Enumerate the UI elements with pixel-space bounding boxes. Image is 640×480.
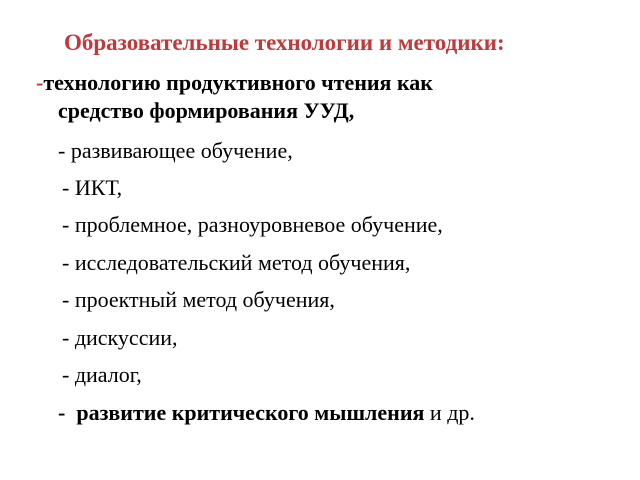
- list-dash: -: [36, 70, 44, 95]
- list-item-developmental: - развивающее обучение,: [58, 138, 293, 163]
- list-item-text: технологию продуктивного чтения как: [43, 70, 433, 95]
- list-item-critical-thinking: [58, 400, 475, 426]
- slide-title: Образовательные технологии и методики:: [64, 30, 505, 55]
- list-item-productive-reading: [36, 70, 433, 96]
- list-dash: -: [58, 400, 66, 425]
- list-item-research-method: - исследовательский метод обучения,: [62, 250, 411, 275]
- list-item-text-bold: развитие критического мышления: [76, 400, 425, 425]
- list-item-problem-based: - проблемное, разноуровневое обучение,: [62, 212, 443, 237]
- list-item-productive-reading-cont: средство формирования УУД,: [58, 98, 355, 123]
- list-item-dialogue: - диалог,: [62, 362, 142, 387]
- list-item-project-method: - проектный метод обучения,: [62, 287, 335, 312]
- list-item-ict: - ИКТ,: [62, 175, 123, 200]
- list-item-text-tail: и др.: [424, 400, 475, 425]
- list-item-discussions: - дискуссии,: [62, 325, 178, 350]
